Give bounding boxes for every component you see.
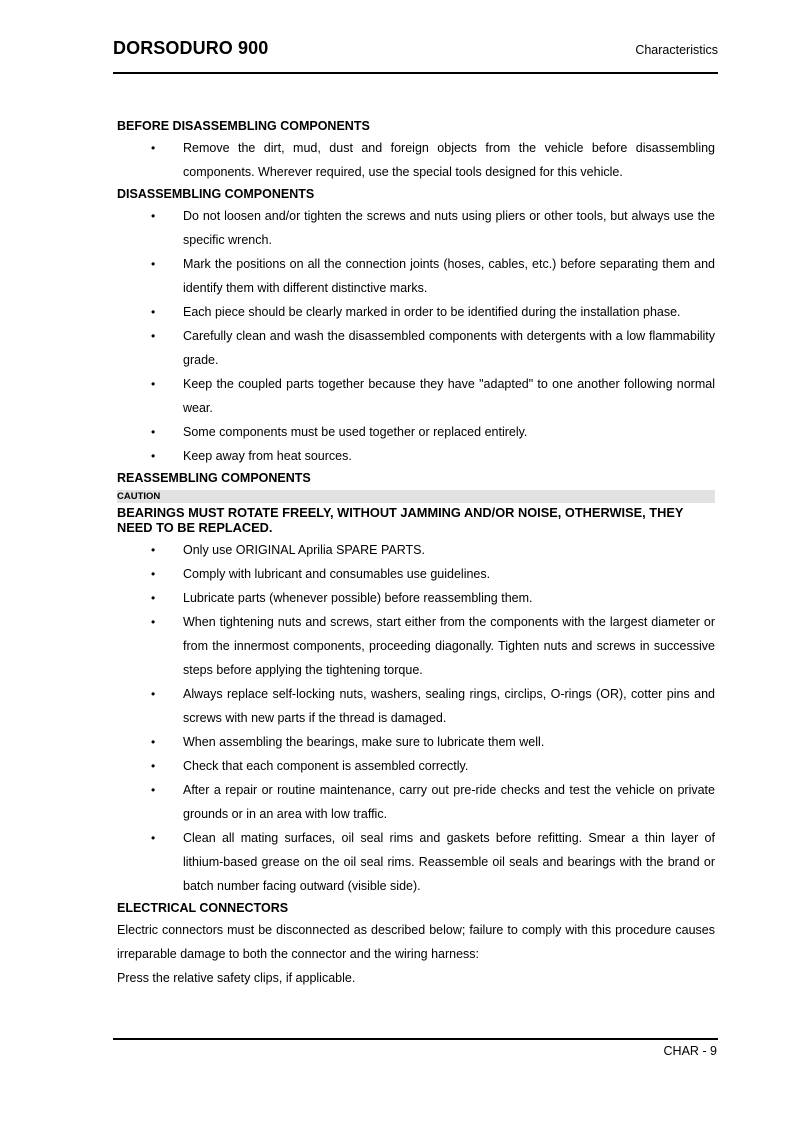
heading-before-disassembling: BEFORE DISASSEMBLING COMPONENTS <box>117 119 370 133</box>
reassembling-list <box>117 538 715 898</box>
list-item <box>117 252 715 300</box>
bullet-icon: • <box>151 141 156 155</box>
electrical-instruction: Press the relative safety clips, if applicable. <box>117 971 356 985</box>
list-item-text: Carefully clean and wash the disassembled components with detergents with a low flammability grade. <box>183 329 715 367</box>
list-item-text: Comply with lubricant and consumables use guidelines. <box>183 567 491 581</box>
list-item-text: Check that each component is assembled correctly. <box>183 759 469 773</box>
list-item <box>117 826 715 898</box>
bullet-icon: • <box>151 591 156 605</box>
list-item-text: Mark the positions on all the connection joints (hoses, cables, etc.) before separating them and identify them with different distinctive marks. <box>183 257 715 295</box>
list-item <box>117 610 715 682</box>
list-item <box>117 444 715 468</box>
bullet-icon: • <box>151 783 156 797</box>
list-item-text: Clean all mating surfaces, oil seal rims and gaskets before refitting. Smear a thin layer of lithium-based grease on the oil seal rims. Reassemble oil seals and bearings with the brand or batch number facing outward (visible side). <box>183 831 715 893</box>
list-item <box>117 300 715 324</box>
bullet-icon: • <box>151 377 156 391</box>
before-disassembling-list <box>117 136 715 184</box>
list-item-text: Each piece should be clearly marked in order to be identified during the installation phase. <box>183 305 681 319</box>
list-item-text: Some components must be used together or replaced entirely. <box>183 425 528 439</box>
list-item <box>117 204 715 252</box>
page-number: CHAR - 9 <box>663 1044 717 1058</box>
bullet-icon: • <box>151 257 156 271</box>
list-item <box>117 136 715 184</box>
bullet-icon: • <box>151 831 156 845</box>
bullet-icon: • <box>151 567 156 581</box>
list-item-text: Only use ORIGINAL Aprilia SPARE PARTS. <box>183 543 425 557</box>
bullet-icon: • <box>151 543 156 557</box>
heading-reassembling: REASSEMBLING COMPONENTS <box>117 471 311 485</box>
list-item-text: Always replace self-locking nuts, washers, sealing rings, circlips, O-rings (OR), cotter pins and screws with new parts if the thread is damaged. <box>183 687 715 725</box>
bullet-icon: • <box>151 687 156 701</box>
footer-rule <box>113 1038 718 1040</box>
bullet-icon: • <box>151 735 156 749</box>
caution-label: CAUTION <box>117 490 715 503</box>
list-item-text: After a repair or routine maintenance, carry out pre-ride checks and test the vehicle on private grounds or in an area with low traffic. <box>183 783 715 821</box>
list-item <box>117 420 715 444</box>
electrical-paragraph: Electric connectors must be disconnected as described below; failure to comply with this procedure causes irreparable damage to both the connector and the wiring harness: <box>117 923 715 961</box>
section-name: Characteristics <box>635 43 718 57</box>
list-item <box>117 682 715 730</box>
list-item <box>117 730 715 754</box>
bullet-icon: • <box>151 209 156 223</box>
list-item-text: When assembling the bearings, make sure to lubricate them well. <box>183 735 545 749</box>
bullet-icon: • <box>151 449 156 463</box>
list-item-text: Lubricate parts (whenever possible) before reassembling them. <box>183 591 533 605</box>
page-header <box>113 34 718 74</box>
bullet-icon: • <box>151 329 156 343</box>
bullet-icon: • <box>151 759 156 773</box>
list-item-text: Remove the dirt, mud, dust and foreign objects from the vehicle before disassembling components. Wherever required, use the special tools designed for this vehicle. <box>183 141 715 179</box>
list-item <box>117 372 715 420</box>
caution-text: BEARINGS MUST ROTATE FREELY, WITHOUT JAMMING AND/OR NOISE, OTHERWISE, THEY NEED TO BE REPLACED. <box>117 505 684 535</box>
list-item <box>117 562 715 586</box>
list-item-text: Keep the coupled parts together because they have "adapted" to one another following normal wear. <box>183 377 715 415</box>
disassembling-list <box>117 204 715 468</box>
list-item <box>117 586 715 610</box>
bullet-icon: • <box>151 425 156 439</box>
list-item <box>117 778 715 826</box>
list-item <box>117 324 715 372</box>
bullet-icon: • <box>151 615 156 629</box>
bullet-icon: • <box>151 305 156 319</box>
list-item-text: Keep away from heat sources. <box>183 449 352 463</box>
list-item <box>117 754 715 778</box>
page-content <box>117 116 715 990</box>
list-item <box>117 538 715 562</box>
list-item-text: Do not loosen and/or tighten the screws and nuts using pliers or other tools, but always use the specific wrench. <box>183 209 715 247</box>
manual-title: DORSODURO 900 <box>113 38 269 58</box>
list-item-text: When tightening nuts and screws, start either from the components with the largest diameter or from the innermost components, proceeding diagonally. Tighten nuts and screws in successive steps before applying the tightening torque. <box>183 615 715 677</box>
heading-disassembling: DISASSEMBLING COMPONENTS <box>117 187 315 201</box>
heading-electrical-connectors: ELECTRICAL CONNECTORS <box>117 901 289 915</box>
